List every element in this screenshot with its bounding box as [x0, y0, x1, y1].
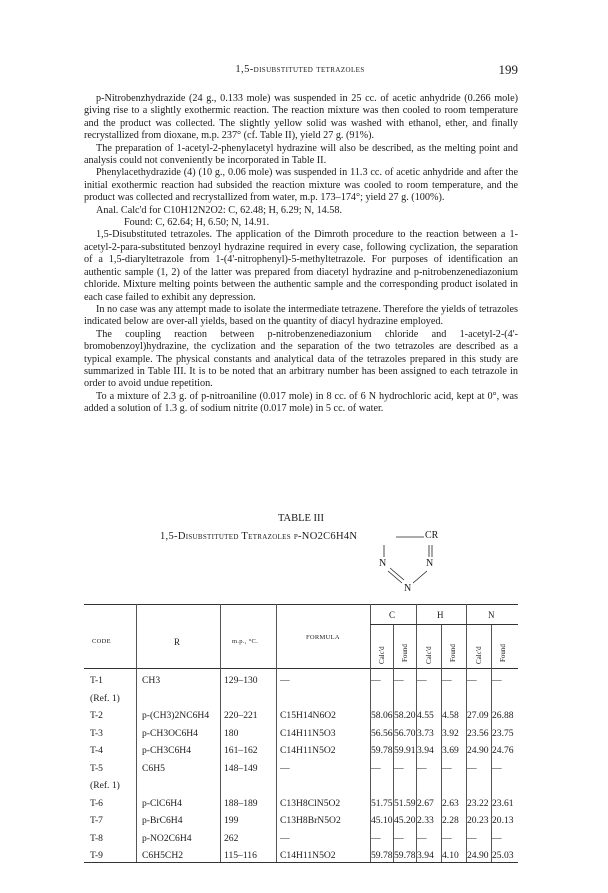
table-cell-n-found: 24.76 [492, 745, 514, 756]
header-formula: FORMULA [306, 634, 340, 641]
table-cell-code: (Ref. 1) [90, 780, 120, 791]
col-divider [136, 604, 137, 862]
table-cell-mp: 188–189 [224, 797, 258, 809]
table-cell-c-calc: 56.56 [371, 727, 393, 739]
body-text [84, 93, 518, 416]
table-cell-code: T-1 [90, 675, 103, 686]
table-cell-code: T-4 [90, 745, 103, 756]
table-top-rule [84, 604, 518, 605]
table-cell-h-found: — [442, 832, 452, 844]
table-cell-formula: C14H11N5O2 [280, 850, 336, 861]
header-n-calcd: Calc'd [475, 646, 483, 664]
table-cell-c-found: — [394, 762, 404, 774]
table-cell-c-calc: — [371, 832, 381, 844]
table-cell-h-found: — [442, 675, 452, 686]
table-header-rule [84, 668, 518, 669]
table-cell-c-found: 56.70 [394, 727, 416, 739]
header-h-found: Found [449, 644, 457, 662]
table-cell-c-found: — [394, 832, 404, 844]
table-cell-r: CH3 [142, 675, 161, 686]
table-bottom-rule [84, 862, 518, 863]
table-cell-r: p-NO2C6H4 [142, 832, 192, 844]
table-cell-c-calc: 51.75 [371, 797, 393, 809]
table-cell-h-found: 4.58 [442, 710, 459, 721]
table-cell-r: p-CH3OC6H4 [142, 727, 198, 739]
table-cell-mp: 262 [224, 832, 239, 844]
running-header [84, 64, 516, 78]
table-cell-h-calc: 2.67 [417, 797, 434, 809]
table-cell-code: T-6 [90, 797, 103, 809]
table-cell-n-calc: — [467, 762, 477, 774]
table-cell-h-found: — [442, 762, 452, 774]
table-cell-c-found: 59.91 [394, 745, 416, 756]
tetrazole-ring-bonds [84, 531, 518, 601]
table-cell-n-calc: 24.90 [467, 745, 489, 756]
table-cell-formula: C14H11N5O2 [280, 745, 336, 756]
table-cell-c-found: — [394, 675, 404, 686]
table-cell-c-calc: 58.06 [371, 710, 393, 721]
table-cell-n-found: 23.61 [492, 797, 514, 809]
table-cell-formula: C13H8BrN5O2 [280, 815, 341, 826]
table-cell-h-calc: — [417, 762, 427, 774]
table-cell-h-calc: 3.94 [417, 745, 434, 756]
table-cell-formula: C15H14N6O2 [280, 710, 336, 721]
header-c: C [389, 610, 396, 620]
table-cell-r: C6H5 [142, 762, 165, 774]
structure-n-bottom: N [404, 583, 412, 594]
table-cell-formula: — [280, 762, 290, 774]
table-cell-code: T-5 [90, 762, 103, 774]
element-header-rule [370, 624, 518, 625]
structure-n-left: N [379, 558, 387, 569]
paragraph-phenylacethydrazide: Phenylacethydrazide (4) (10 g., 0.06 mole) was suspended in 11.3 cc. of acetic anhydride and after the initial exothermic reaction had subsided the reaction mixture was cooled to room temperature, and the product was collected and recrystallized from water, m.p. 173–174°; yield 27 g. (100%). [84, 167, 518, 204]
table-cell-c-found: 59.78 [394, 850, 416, 861]
table-cell-n-found: 20.13 [492, 815, 514, 826]
paragraph-analysis-calcd: Anal. Calc'd for C10H12N2O2: C, 62.48; H, 6.29; N, 14.58. [96, 204, 343, 216]
paragraph-coupling-reaction: The coupling reaction between p-nitrobenzenediazonium chloride and 1-acetyl-2-(4'-bromobenzoyl)hydrazine, the cyclization and the separation of the two tetrazoles are described as a typical example. The physical constants and analytical data of the tetrazoles prepared in this study are summarized in Table III. It is to be noted that an arbitrary number has been assigned to each tetrazole in order to avoid undue repetition. [84, 328, 518, 390]
table-cell-c-found: 58.20 [394, 710, 416, 721]
table-title: TABLE III [277, 513, 325, 524]
header-h-calcd: Calc'd [425, 646, 433, 664]
col-subdivider [393, 624, 394, 862]
table-cell-n-found: — [492, 762, 502, 774]
table-cell-h-found: 2.63 [442, 797, 459, 809]
table-cell-n-found: 26.88 [492, 710, 514, 721]
table-cell-code: T-8 [90, 832, 103, 844]
header-h: H [437, 610, 444, 620]
table-cell-h-calc: 2.33 [417, 815, 434, 826]
table-cell-h-calc: — [417, 675, 427, 686]
table-cell-h-calc: — [417, 832, 427, 844]
table-cell-mp: 220–221 [224, 710, 258, 721]
table-caption-text: 1,5-Disubstituted Tetrazoles p-NO2C6H4N [160, 531, 358, 542]
table-cell-n-calc: — [467, 675, 477, 686]
structure-n-right: N [426, 558, 434, 569]
header-mp: m.p., °C. [232, 638, 259, 645]
table-cell-mp: 115–116 [224, 850, 257, 861]
page-number: 199 [498, 62, 518, 77]
header-n-found: Found [499, 644, 507, 662]
structure-cr: CR [425, 530, 439, 541]
table-cell-n-found: — [492, 675, 502, 686]
table-cell-r: p-ClC6H4 [142, 797, 182, 809]
table-cell-mp: 161–162 [224, 745, 258, 756]
table-cell-n-calc: 23.22 [467, 797, 489, 809]
table-cell-c-found: 51.59 [394, 797, 416, 809]
table-cell-n-found: 25.03 [492, 850, 514, 861]
table-cell-formula: — [280, 675, 290, 686]
table-cell-code: T-9 [90, 850, 103, 861]
table-cell-mp: 129–130 [224, 675, 258, 686]
table-cell-c-calc: 59.78 [371, 850, 393, 861]
table-cell-code: (Ref. 1) [90, 692, 120, 704]
table-cell-h-calc: 3.94 [417, 850, 434, 861]
header-r: R [174, 637, 181, 647]
header-code: CODE [92, 638, 111, 645]
table-cell-mp: 199 [224, 815, 239, 826]
table-cell-c-calc: — [371, 675, 381, 686]
table-cell-n-calc: 23.56 [467, 727, 489, 739]
table-cell-n-found: 23.75 [492, 727, 514, 739]
table-cell-r: p-CH3C6H4 [142, 745, 192, 756]
table-cell-mp: 148–149 [224, 762, 258, 774]
table-cell-r: p-BrC6H4 [142, 815, 183, 826]
paragraph-nitroaniline: To a mixture of 2.3 g. of p-nitroaniline (0.017 mole) in 8 cc. of 6 N hydrochloric acid, kept at 0°, was added a solution of 1.3 g. of sodium nitrite (0.017 mole) in 5 cc. of water. [84, 390, 518, 415]
running-title: 1,5-disubstituted tetrazoles [235, 64, 365, 75]
table-cell-h-calc: 4.55 [417, 710, 434, 721]
table-cell-n-found: — [492, 832, 502, 844]
paragraph-nitrobenzhydrazide: p-Nitrobenzhydrazide (24 g., 0.133 mole) was suspended in 25 cc. of acetic anhydride (0.266 mole) giving rise to a slightly exothermic reaction. The reaction mixture was then cooled to room temperature and the product was collected. The slightly yellow solid was washed with ethanol, ether, and finally recrystallized from dioxane, m.p. 237° (cf. Table II), yield 27 g. (91%). [84, 93, 518, 142]
table-cell-h-found: 2.28 [442, 815, 459, 826]
table-cell-r: p-(CH3)2NC6H4 [142, 710, 210, 721]
table-cell-h-found: 3.69 [442, 745, 459, 756]
header-c-calcd: Calc'd [378, 646, 386, 664]
col-subdivider [441, 624, 442, 862]
table-cell-n-calc: — [467, 832, 477, 844]
table-cell-c-calc: 45.10 [371, 815, 393, 826]
table-cell-mp: 180 [224, 727, 239, 739]
col-divider [276, 604, 277, 862]
header-c-found: Found [401, 644, 409, 662]
table-cell-c-calc: — [371, 762, 381, 774]
table-cell-n-calc: 24.90 [467, 850, 489, 861]
table-cell-formula: — [280, 832, 290, 844]
table-cell-code: T-7 [90, 815, 103, 826]
table-cell-n-calc: 27.09 [467, 710, 489, 721]
paragraph-disubstituted-tetrazoles: 1,5-Disubstituted tetrazoles. The application of the Dimroth procedure to the reaction between a 1-acetyl-2-para-substituted benzoyl hydrazine required in every case, following cyclization, the separation of a 1,5-diaryltetrazole from 1-(4'-nitrophenyl)-5-methyltetrazole. For purposes of identification an authentic sample (1, 2) of the latter was prepared from diacetyl hydrazine and p-nitrobenzenediazonium chloride. Mixture melting points between the authentic sample and the corresponding product isolated in each case failed to exhibit any depression. [84, 229, 518, 303]
col-subdivider [491, 624, 492, 862]
paragraph-preparation: The preparation of 1-acetyl-2-phenylacetyl hydrazine will also be described, as the melting point and analysis could not conveniently be incorporated in Table II. [84, 142, 518, 167]
paragraph-tetrazene: In no case was any attempt made to isolate the intermediate tetrazene. Therefore the yields of tetrazoles indicated below are over-all yields, based on the quantity of diacyl hydrazine employed. [84, 303, 518, 328]
header-n: N [488, 610, 495, 620]
table-cell-code: T-2 [90, 710, 103, 721]
paragraph-analysis-found: Found: C, 62.64; H, 6.50; N, 14.91. [124, 217, 270, 229]
table-cell-h-calc: 3.73 [417, 727, 434, 739]
table-cell-code: T-3 [90, 727, 103, 739]
table-cell-c-calc: 59.78 [371, 745, 393, 756]
table-cell-h-found: 4.10 [442, 850, 459, 861]
table-cell-formula: C14H11N5O3 [280, 727, 336, 739]
table-cell-h-found: 3.92 [442, 727, 459, 739]
table-cell-n-calc: 20.23 [467, 815, 489, 826]
table-cell-c-found: 45.20 [394, 815, 416, 826]
table-cell-formula: C13H8ClN5O2 [280, 797, 341, 809]
col-divider [220, 604, 221, 862]
table-cell-r: C6H5CH2 [142, 850, 184, 861]
